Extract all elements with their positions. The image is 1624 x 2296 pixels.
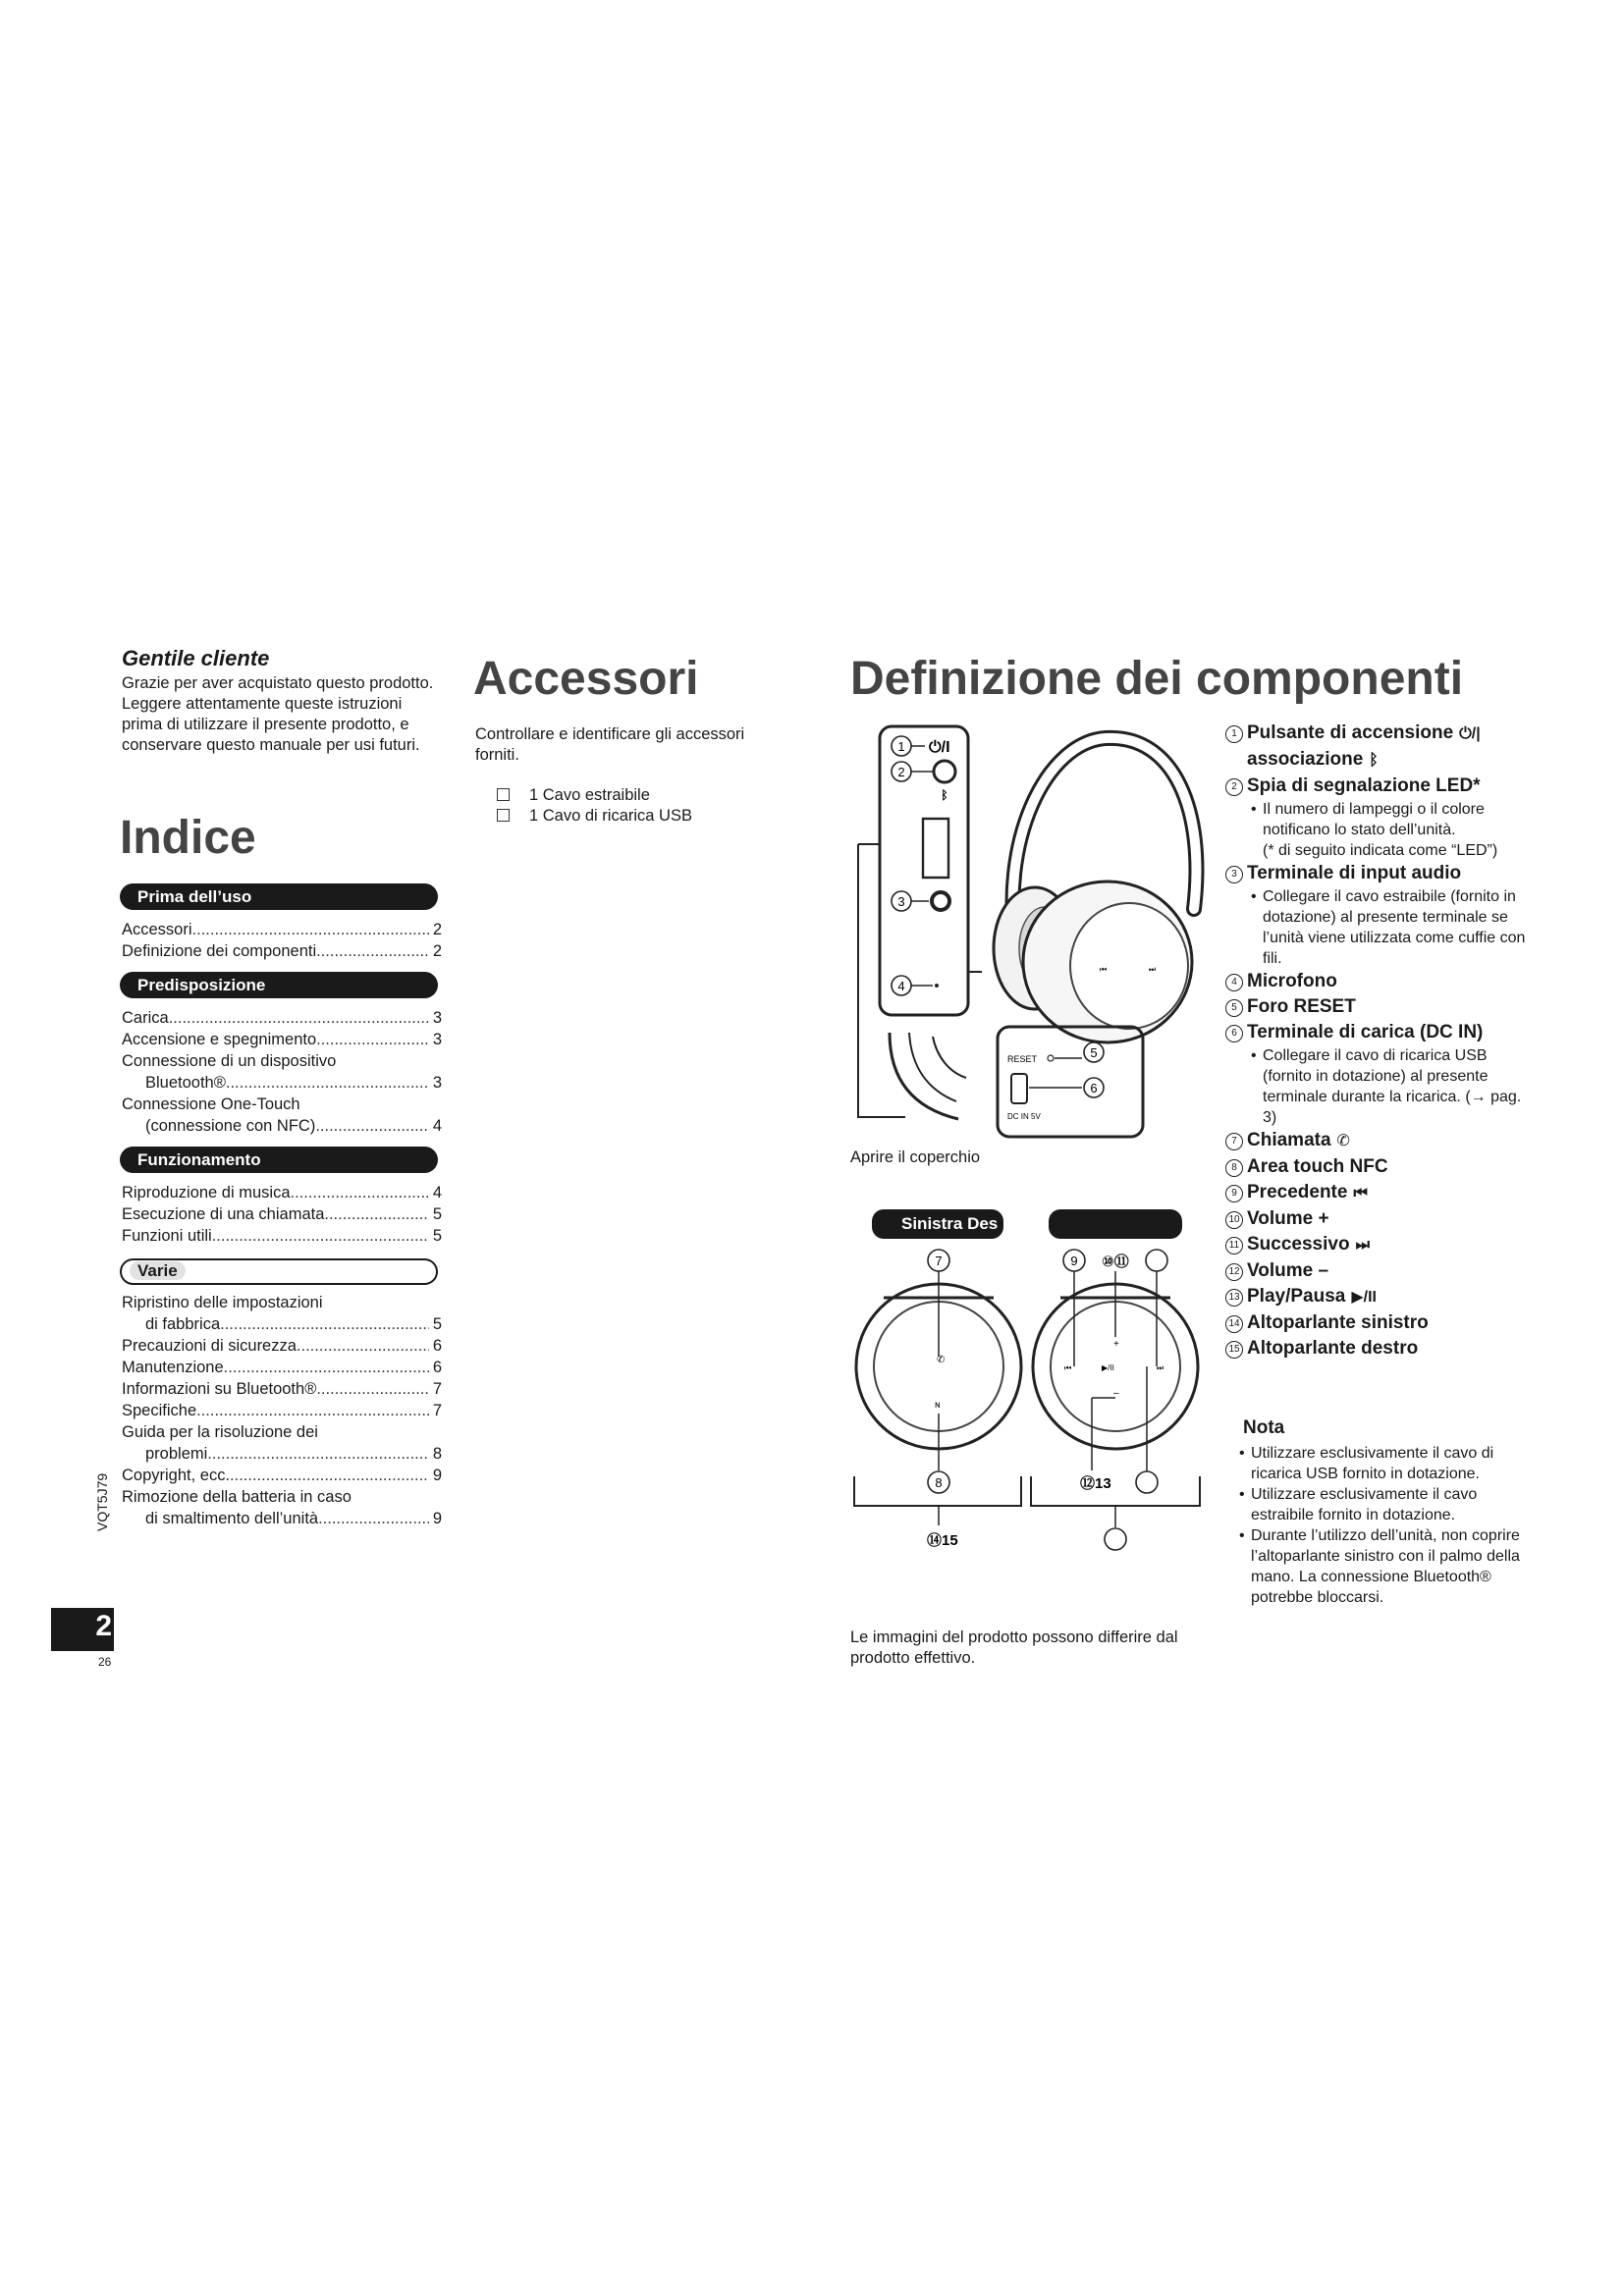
toc-entry[interactable]: [122, 1292, 442, 1313]
greeting-body: Grazie per aver acquistato questo prodotto. Leggere attentamente queste istruzioni prima di utilizzare il presente prodotto, e conservare questo manuale per usi futuri.: [122, 674, 434, 754]
toc-entry-label: problemi: [145, 1445, 208, 1463]
component-number: 9: [1225, 1185, 1243, 1202]
toc-section-predisposizione: [120, 972, 438, 998]
bluetooth-icon: ᛒ: [941, 788, 948, 802]
component-desc: • Collegare il cavo estraibile (fornito in dotazione) al presente terminale se l’unità viene utilizzata come cuffie con fili.: [1247, 886, 1530, 969]
component-name: Play/Pausa: [1247, 1286, 1346, 1307]
callout-14-15: ⑭15: [927, 1532, 958, 1549]
toc-entry-cont[interactable]: [122, 1313, 442, 1335]
accessory-label: 1 Cavo di ricarica USB: [529, 807, 692, 825]
component-name-line2: associazione: [1247, 749, 1364, 770]
component-item: [1225, 1206, 1530, 1232]
audio-jack: [932, 892, 949, 910]
callout-10-11: ⑩⑪: [1102, 1254, 1129, 1270]
toc-entry-label: Informazioni su Bluetooth®: [122, 1380, 317, 1398]
component-item: [1225, 1284, 1530, 1310]
power-icon: ⏻/|: [1459, 725, 1481, 742]
toc-entry-label: Rimozione della batteria in caso: [122, 1488, 352, 1506]
definizione-title: Definizione dei componenti: [850, 653, 1464, 705]
component-item: [1225, 861, 1530, 969]
audio-slot: [923, 819, 948, 878]
toc-entry[interactable]: [122, 1378, 442, 1400]
toc-section-heading: Varie: [130, 1261, 186, 1280]
toc-entry-label: Ripristino delle impostazioni: [122, 1294, 323, 1311]
toc-entry-label: di smaltimento dell’unità: [145, 1510, 319, 1527]
component-item: [1225, 1258, 1530, 1284]
toc-section-heading: Funzionamento: [137, 1150, 261, 1169]
component-number: 4: [1225, 974, 1243, 991]
accessory-item: [497, 806, 692, 827]
toc-entry-label: Connessione di un dispositivo: [122, 1052, 337, 1070]
accessori-title: Accessori: [473, 653, 699, 705]
component-number: 2: [1225, 778, 1243, 796]
greeting-title: Gentile cliente: [122, 646, 270, 670]
component-number: 7: [1225, 1133, 1243, 1150]
toc-entry-page: 2: [432, 942, 442, 960]
reset-hole: [1048, 1055, 1054, 1061]
volume-minus-icon: –: [1113, 1388, 1119, 1399]
toc-list-predisposizione: [122, 1007, 442, 1137]
toc-entry[interactable]: [122, 1400, 442, 1421]
power-button: [934, 761, 955, 782]
component-number: 1: [1225, 725, 1243, 743]
toc-entry-label: Bluetooth®: [145, 1074, 226, 1092]
component-name: Chiamata: [1247, 1130, 1331, 1150]
toc-entry-label: Definizione dei componenti: [122, 942, 317, 960]
component-item: [1225, 969, 1530, 994]
component-number: 15: [1225, 1341, 1243, 1359]
component-name: Spia di segnalazione LED*: [1247, 775, 1481, 796]
component-item: [1225, 1232, 1530, 1258]
toc-entry-page: 7: [432, 1402, 442, 1419]
toc-entry-label: Copyright, ecc.: [122, 1467, 231, 1484]
earcup-next-icon: ⏭: [1149, 965, 1157, 974]
component-item: [1225, 1154, 1530, 1180]
component-name: Foro RESET: [1247, 996, 1356, 1017]
component-item: [1225, 1128, 1530, 1154]
component-footnote: (* di seguito indicata come “LED”): [1263, 842, 1498, 859]
toc-entry-cont[interactable]: [122, 1508, 442, 1529]
toc-entry-label: Esecuzione di una chiamata: [122, 1205, 325, 1223]
toc-entry-page: 9: [432, 1510, 442, 1527]
callout-15: [1105, 1528, 1126, 1550]
component-item: [1225, 1336, 1530, 1362]
call-icon: ✆: [937, 1355, 946, 1365]
component-name: Microfono: [1247, 971, 1337, 991]
callout-1-label: 1: [897, 739, 905, 754]
volume-plus-icon: +: [1113, 1339, 1119, 1350]
power-icon: ⏻/I: [929, 739, 950, 756]
next-icon: ⏭: [1355, 1237, 1370, 1254]
toc-entry-page: 7: [432, 1380, 442, 1398]
toc-entry-label: Manutenzione: [122, 1359, 224, 1376]
callout-3-label: 3: [897, 894, 905, 909]
component-name: Area touch NFC: [1247, 1156, 1388, 1177]
component-name: Terminale di input audio: [1247, 863, 1462, 883]
toc-entry-label: Connessione One-Touch: [122, 1095, 300, 1113]
toc-section-funzionamento: [120, 1147, 438, 1173]
component-name: Pulsante di accensione: [1247, 722, 1454, 743]
component-item: [1225, 721, 1530, 774]
toc-entry[interactable]: [122, 1007, 442, 1029]
toc-section-prima-delluso: [120, 883, 438, 910]
cover-arc-inner2: [933, 1037, 966, 1078]
toc-section-heading: Predisposizione: [137, 976, 266, 994]
figure-caption: Aprire il coperchio: [850, 1148, 981, 1166]
nota-item: • Utilizzare esclusivamente il cavo di ricarica USB fornito in dotazione.: [1239, 1443, 1534, 1484]
callout-5-label: 5: [1090, 1045, 1098, 1060]
next-icon: ⏭: [1157, 1363, 1164, 1372]
toc-entry-label: Specifiche: [122, 1402, 197, 1419]
checkbox-icon: [497, 809, 510, 822]
toc-list-varie: [122, 1292, 442, 1529]
toc-entry-label: Accensione e spegnimento: [122, 1031, 317, 1048]
toc-entry-label: Accessori: [122, 921, 192, 938]
component-list: [1225, 721, 1530, 1362]
nota-item: • Utilizzare esclusivamente il cavo estraibile fornito in dotazione.: [1239, 1484, 1534, 1525]
callout-7-label: 7: [935, 1254, 943, 1268]
indice-title: Indice: [120, 812, 256, 864]
component-item: [1225, 1020, 1530, 1128]
toc-entry-page: 3: [432, 1009, 442, 1027]
nota-item: • Durante l’utilizzo dell’unità, non coprire l’altoparlante sinistro con il palmo della mano. La connessione Bluetooth® potrebbe bloccarsi.: [1239, 1525, 1534, 1608]
callout-6-label: 6: [1090, 1081, 1098, 1095]
toc-entry-page: 3: [432, 1031, 442, 1048]
page-subnumber: 26: [98, 1655, 112, 1669]
toc-section-varie: [120, 1258, 438, 1285]
component-name: Altoparlante sinistro: [1247, 1312, 1429, 1333]
toc-entry[interactable]: [122, 1357, 442, 1378]
component-number: 5: [1225, 999, 1243, 1017]
toc-entry[interactable]: [122, 1225, 442, 1247]
figure-note: Le immagini del prodotto possono differire dal prodotto effettivo.: [850, 1629, 1178, 1667]
accessory-item: [497, 785, 650, 806]
dcin-label: DC IN 5V: [1007, 1112, 1041, 1121]
component-name: Successivo: [1247, 1234, 1350, 1255]
toc-entry[interactable]: [122, 940, 442, 962]
play-pause-icon: ▶/II: [1351, 1289, 1377, 1306]
callout-2-label: 2: [897, 765, 905, 779]
component-item: [1225, 774, 1530, 861]
toc-entry-label: Funzioni utili: [122, 1227, 212, 1245]
accessory-label: 1 Cavo estraibile: [529, 786, 650, 804]
previous-icon: ⏮: [1353, 1185, 1368, 1201]
callout-blank-bottom: [1136, 1471, 1158, 1493]
component-item: [1225, 1180, 1530, 1206]
play-pause-icon: ▶/II: [1102, 1363, 1114, 1372]
component-number: 8: [1225, 1159, 1243, 1177]
earcup-right-face: [1070, 903, 1188, 1029]
toc-entry[interactable]: [122, 1486, 442, 1508]
toc-entry[interactable]: [122, 1050, 442, 1072]
toc-list-prima-delluso: [122, 919, 442, 962]
component-name: Volume –: [1247, 1260, 1329, 1281]
right-speaker-bracket: [1031, 1476, 1200, 1506]
tab-sinistra: [872, 1209, 1003, 1239]
toc-entry-page: 8: [432, 1445, 442, 1463]
toc-entry-page: 5: [432, 1227, 442, 1245]
toc-entry-label: Guida per la risoluzione dei: [122, 1423, 318, 1441]
toc-entry-page: 3: [432, 1074, 442, 1092]
bluetooth-icon: ᛒ: [1369, 752, 1379, 769]
nota-title: Nota: [1243, 1417, 1285, 1438]
accessori-intro: Controllare e identificare gli accessori forniti.: [475, 725, 745, 764]
toc-entry[interactable]: [122, 1029, 442, 1050]
component-name: Altoparlante destro: [1247, 1338, 1419, 1359]
earcup-controls-figure: [844, 1241, 1208, 1565]
component-name: Terminale di carica (DC IN): [1247, 1022, 1484, 1042]
tab-destra: [1049, 1209, 1182, 1239]
toc-entry[interactable]: [122, 1465, 442, 1486]
earcup-prev-icon: ⏮: [1100, 965, 1108, 974]
toc-entry-cont[interactable]: [122, 1115, 442, 1137]
reset-label: RESET: [1007, 1054, 1038, 1064]
component-number: 6: [1225, 1025, 1243, 1042]
component-number: 13: [1225, 1289, 1243, 1307]
toc-entry-page: 5: [432, 1315, 442, 1333]
component-number: 10: [1225, 1211, 1243, 1229]
toc-section-heading: Prima dell’uso: [137, 887, 252, 906]
component-item: [1225, 1310, 1530, 1336]
toc-entry-page: 4: [432, 1117, 442, 1135]
document-code: VQT5J79: [94, 1472, 110, 1531]
callout-9-label: 9: [1070, 1254, 1078, 1268]
toc-entry-label: Riproduzione di musica: [122, 1184, 291, 1201]
component-number: 3: [1225, 866, 1243, 883]
toc-entry[interactable]: [122, 1182, 442, 1203]
component-number: 12: [1225, 1263, 1243, 1281]
call-icon: ✆: [1336, 1133, 1350, 1149]
component-name: Precedente: [1247, 1182, 1348, 1202]
component-number: 14: [1225, 1315, 1243, 1333]
toc-entry[interactable]: [122, 1421, 442, 1443]
microphone-hole: [935, 984, 939, 988]
callout-blank-top: [1146, 1250, 1167, 1271]
component-number: 11: [1225, 1237, 1243, 1255]
toc-entry-label: Carica: [122, 1009, 169, 1027]
toc-entry-page: 5: [432, 1205, 442, 1223]
checkbox-icon: [497, 788, 510, 801]
component-item: [1225, 994, 1530, 1020]
toc-entry[interactable]: [122, 1335, 442, 1357]
toc-entry-page: 6: [432, 1337, 442, 1355]
callout-12-13: ⑫13: [1080, 1475, 1111, 1492]
toc-entry-page: 9: [432, 1467, 442, 1484]
prev-icon: ⏮: [1064, 1363, 1072, 1372]
toc-entry-page: 6: [432, 1359, 442, 1376]
nfc-icon: ɴ: [935, 1400, 941, 1411]
dcin-port: [1011, 1074, 1027, 1103]
component-desc: • Collegare il cavo di ricarica USB (fornito in dotazione) al presente terminale durante la ricarica. (→ pag. 3): [1247, 1045, 1530, 1128]
toc-entry[interactable]: [122, 1203, 442, 1225]
toc-entry-label: Precauzioni di sicurezza: [122, 1337, 297, 1355]
toc-entry[interactable]: [122, 919, 442, 940]
component-desc: • Il numero di lampeggi o il colore notificano lo stato dell’unità.: [1247, 799, 1530, 840]
toc-list-funzionamento: [122, 1182, 442, 1247]
tab-sinistra-label: Sinistra Des: [901, 1214, 999, 1233]
toc-entry-page: 4: [432, 1184, 442, 1201]
toc-entry-label: (connessione con NFC): [145, 1117, 316, 1135]
component-name: Volume +: [1247, 1208, 1329, 1229]
toc-entry-cont[interactable]: [122, 1443, 442, 1465]
toc-entry-label: di fabbrica: [145, 1315, 221, 1333]
toc-entry-page: 2: [432, 921, 442, 938]
toc-entry-cont[interactable]: [122, 1072, 442, 1094]
headphone-figure: [850, 722, 1223, 1145]
toc-entry[interactable]: [122, 1094, 442, 1115]
callout-8-label: 8: [935, 1475, 943, 1490]
callout-4-label: 4: [897, 979, 905, 993]
page-number: 2: [95, 1610, 112, 1642]
nota-list: [1239, 1443, 1534, 1608]
